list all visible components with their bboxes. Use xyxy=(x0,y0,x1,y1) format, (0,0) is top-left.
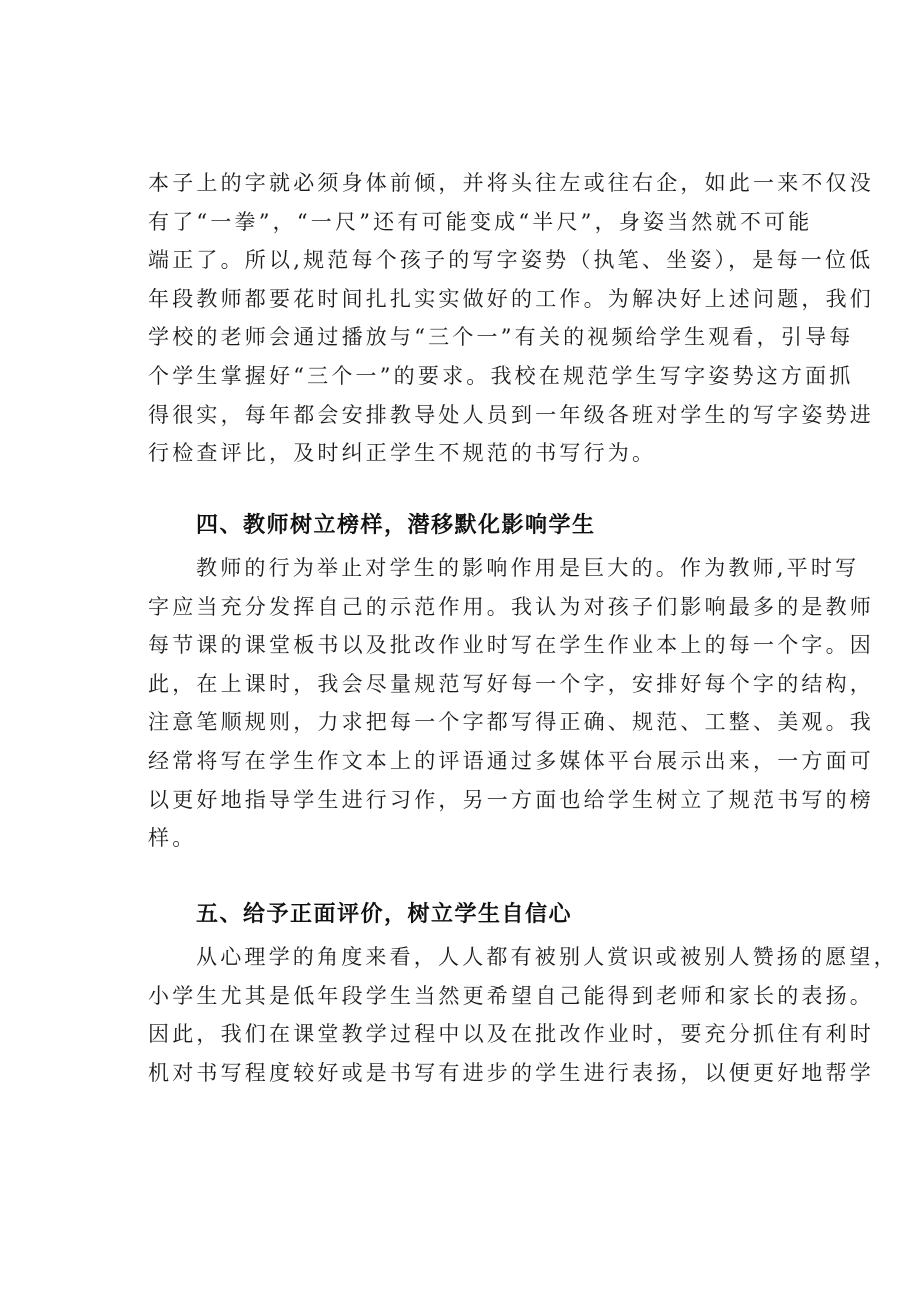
paragraph-line: 机对书写程度较好或是书写有进步的学生进行表扬，以便更好地帮学 xyxy=(148,1060,874,1085)
section-5-body xyxy=(148,938,898,1092)
paragraph-line: 字应当充分发挥自己的示范作用。我认为对孩子们影响最多的是教师 xyxy=(148,594,874,619)
paragraph-line: 经常将写在学生作文本上的评语通过多媒体平台展示出来，一方面可 xyxy=(148,748,874,773)
paragraph-line: 因此，我们在课堂教学过程中以及在批改作业时，要充分抓住有利时 xyxy=(148,1022,874,1047)
paragraph-line: 得很实，每年都会安排教导处人员到一年级各班对学生的写字姿势进 xyxy=(148,402,874,427)
paragraph-line: 端正了。所以,规范每个孩子的写字姿势（执笔、坐姿），是每一位低 xyxy=(148,248,874,273)
section-4-body xyxy=(148,549,874,858)
section-heading: 五、给予正面评价，树立学生自信心 xyxy=(196,902,573,927)
paragraph xyxy=(148,164,874,473)
paragraph-line: 注意笔顺规则，力求把每一个字都写得正确、规范、工整、美观。我 xyxy=(148,710,874,735)
paragraph-line: 个学生掌握好“三个一”的要求。我校在规范学生写字姿势这方面抓 xyxy=(148,363,854,388)
paragraph-line: 从心理学的角度来看，人人都有被别人赏识或被别人赞扬的愿望， xyxy=(196,945,898,969)
paragraph-line: 有了“一拳”，“一尺”还有可能变成“半尺”，身姿当然就不可能 xyxy=(148,209,813,234)
paragraph-line: 此，在上课时，我会尽量规范写好每一个字，安排好每个字的结构， xyxy=(148,671,874,696)
paragraph-line: 小学生尤其是低年段学生当然更希望自己能得到老师和家长的表扬。 xyxy=(148,983,874,1008)
paragraph xyxy=(148,938,898,1092)
paragraph-line: 以更好地指导学生进行习作，另一方面也给学生树立了规范书写的榜 xyxy=(148,787,874,812)
paragraph xyxy=(148,549,874,858)
paragraph-line: 学校的老师会通过播放与“三个一”有关的视频给学生观看，引导每 xyxy=(148,325,854,350)
paragraph-line: 样。 xyxy=(148,826,197,851)
section-4 xyxy=(148,506,808,546)
paragraph-line: 教师的行为举止对学生的影响作用是巨大的。作为教师,平时写 xyxy=(196,556,860,580)
paragraph-continued xyxy=(148,164,874,473)
section-heading: 四、教师树立榜样，潜移默化影响学生 xyxy=(196,513,596,538)
section-5 xyxy=(148,895,808,935)
paragraph-line: 每节课的课堂板书以及批改作业时写在学生作业本上的每一个字。因 xyxy=(148,633,874,658)
paragraph-line: 本子上的字就必须身体前倾，并将头往左或往右企，如此一来不仅没 xyxy=(148,171,874,195)
paragraph-line: 年段教师都要花时间扎扎实实做好的工作。为解决好上述问题，我们 xyxy=(148,286,874,311)
paragraph-line: 行检查评比，及时纠正学生不规范的书写行为。 xyxy=(148,441,657,466)
